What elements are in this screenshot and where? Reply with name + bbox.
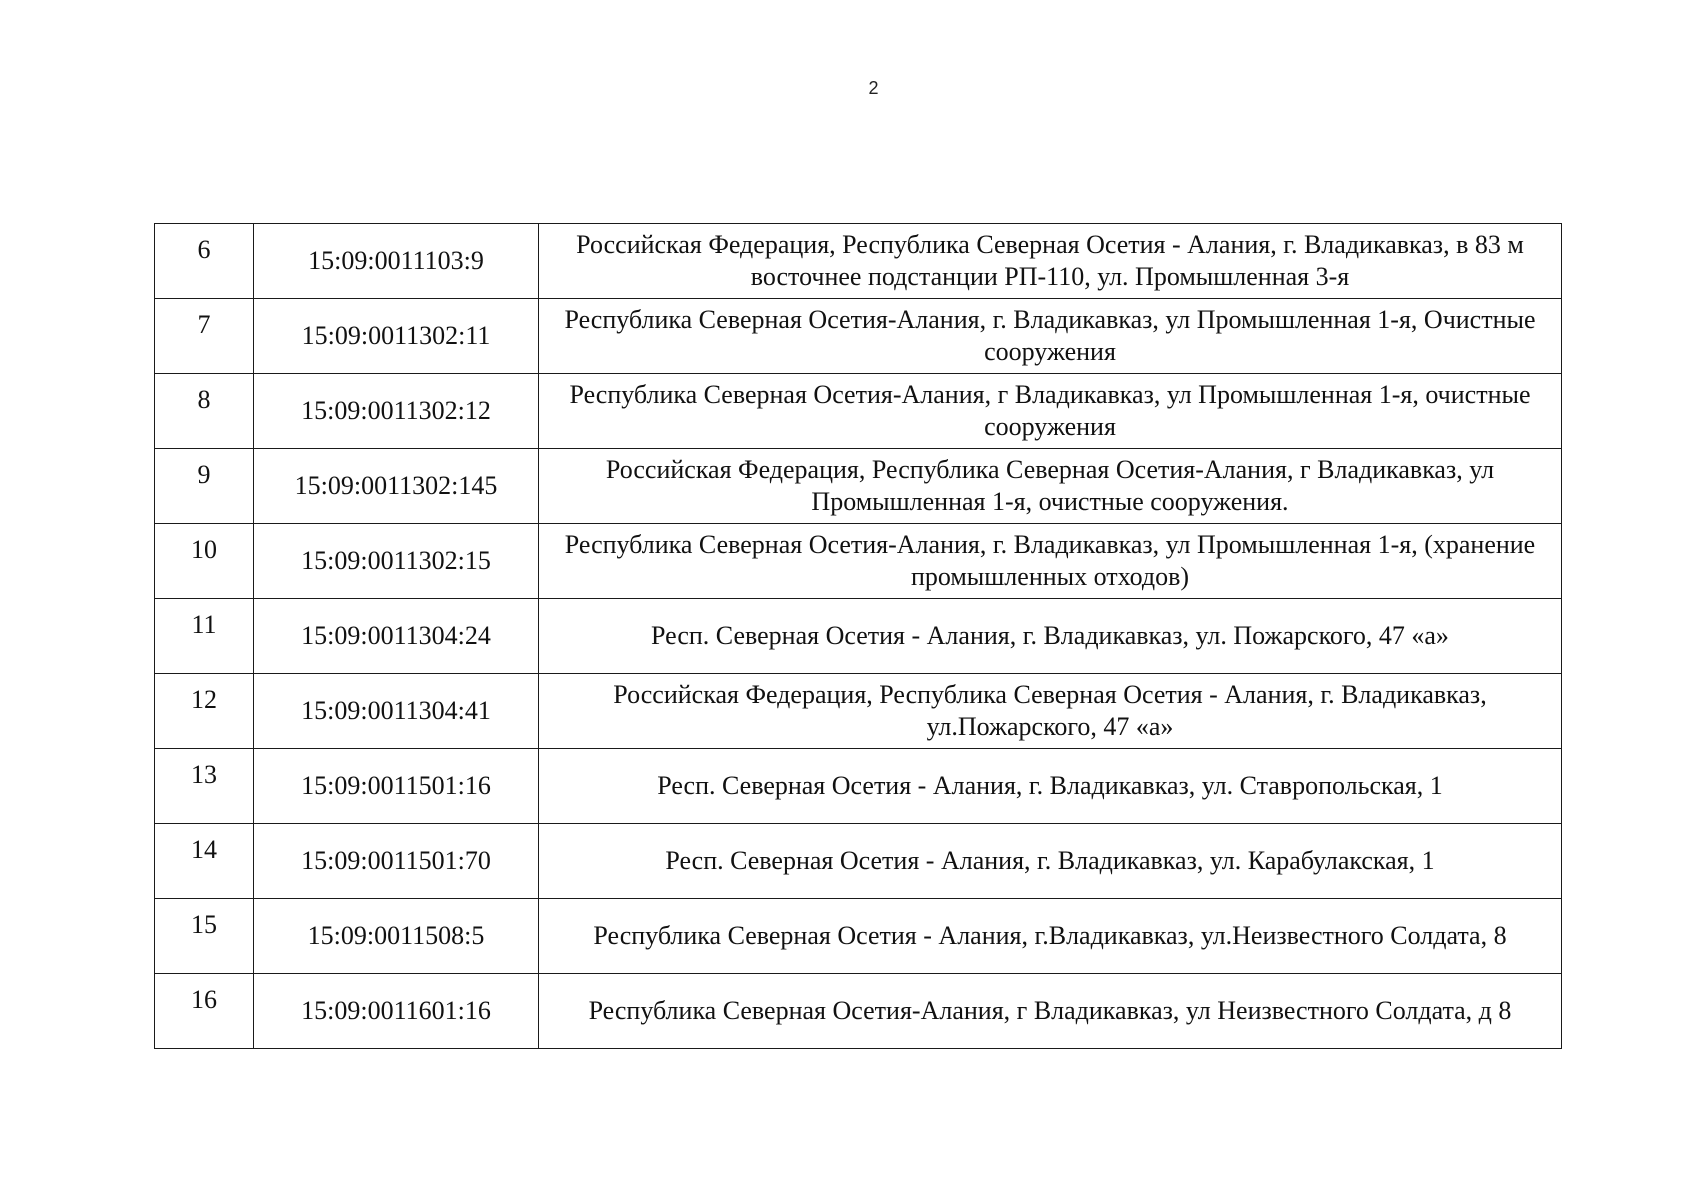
cadastral-number: 15:09:0011304:41 <box>254 674 539 749</box>
address: Российская Федерация, Республика Северная Осетия - Алания, г. Владикавказ, в 83 м восточнее подстанции РП-110, ул. Промышленная 3-я <box>539 224 1562 299</box>
table-row <box>155 824 1562 899</box>
row-number: 8 <box>155 374 254 449</box>
address: Республика Северная Осетия - Алания, г.Владикавказ, ул.Неизвестного Солдата, 8 <box>539 899 1562 974</box>
page-number: 2 <box>868 78 879 98</box>
cadastral-number: 15:09:0011103:9 <box>254 224 539 299</box>
table-row <box>155 674 1562 749</box>
row-number: 11 <box>155 599 254 674</box>
row-number: 14 <box>155 824 254 899</box>
cadastral-number: 15:09:0011302:11 <box>254 299 539 374</box>
address: Республика Северная Осетия-Алания, г Владикавказ, ул Неизвестного Солдата, д 8 <box>539 974 1562 1049</box>
cadastral-number: 15:09:0011601:16 <box>254 974 539 1049</box>
cadastral-number: 15:09:0011302:15 <box>254 524 539 599</box>
table-row <box>155 449 1562 524</box>
address: Респ. Северная Осетия - Алания, г. Владикавказ, ул. Карабулакская, 1 <box>539 824 1562 899</box>
table-row <box>155 524 1562 599</box>
row-number: 9 <box>155 449 254 524</box>
table-row <box>155 974 1562 1049</box>
table-row <box>155 374 1562 449</box>
row-number: 6 <box>155 224 254 299</box>
land-plot-table <box>154 223 1562 1049</box>
address: Респ. Северная Осетия - Алания, г. Владикавказ, ул. Пожарского, 47 «а» <box>539 599 1562 674</box>
cadastral-number: 15:09:0011302:145 <box>254 449 539 524</box>
table-row <box>155 749 1562 824</box>
table-row <box>155 899 1562 974</box>
address: Респ. Северная Осетия - Алания, г. Владикавказ, ул. Ставропольская, 1 <box>539 749 1562 824</box>
cadastral-number: 15:09:0011501:16 <box>254 749 539 824</box>
table-row <box>155 299 1562 374</box>
row-number: 12 <box>155 674 254 749</box>
address: Российская Федерация, Республика Северная Осетия-Алания, г Владикавказ, ул Промышленная 1-я, очистные сооружения. <box>539 449 1562 524</box>
row-number: 13 <box>155 749 254 824</box>
cadastral-number: 15:09:0011508:5 <box>254 899 539 974</box>
cadastral-number: 15:09:0011501:70 <box>254 824 539 899</box>
cadastral-number: 15:09:0011304:24 <box>254 599 539 674</box>
row-number: 10 <box>155 524 254 599</box>
row-number: 15 <box>155 899 254 974</box>
address: Республика Северная Осетия-Алания, г Владикавказ, ул Промышленная 1-я, очистные сооружения <box>539 374 1562 449</box>
address: Республика Северная Осетия-Алания, г. Владикавказ, ул Промышленная 1-я, (хранение промышленных отходов) <box>539 524 1562 599</box>
row-number: 7 <box>155 299 254 374</box>
address: Республика Северная Осетия-Алания, г. Владикавказ, ул Промышленная 1-я, Очистные сооружения <box>539 299 1562 374</box>
row-number: 16 <box>155 974 254 1049</box>
table-row <box>155 224 1562 299</box>
table-row <box>155 599 1562 674</box>
cadastral-number: 15:09:0011302:12 <box>254 374 539 449</box>
address: Российская Федерация, Республика Северная Осетия - Алания, г. Владикавказ, ул.Пожарского, 47 «а» <box>539 674 1562 749</box>
